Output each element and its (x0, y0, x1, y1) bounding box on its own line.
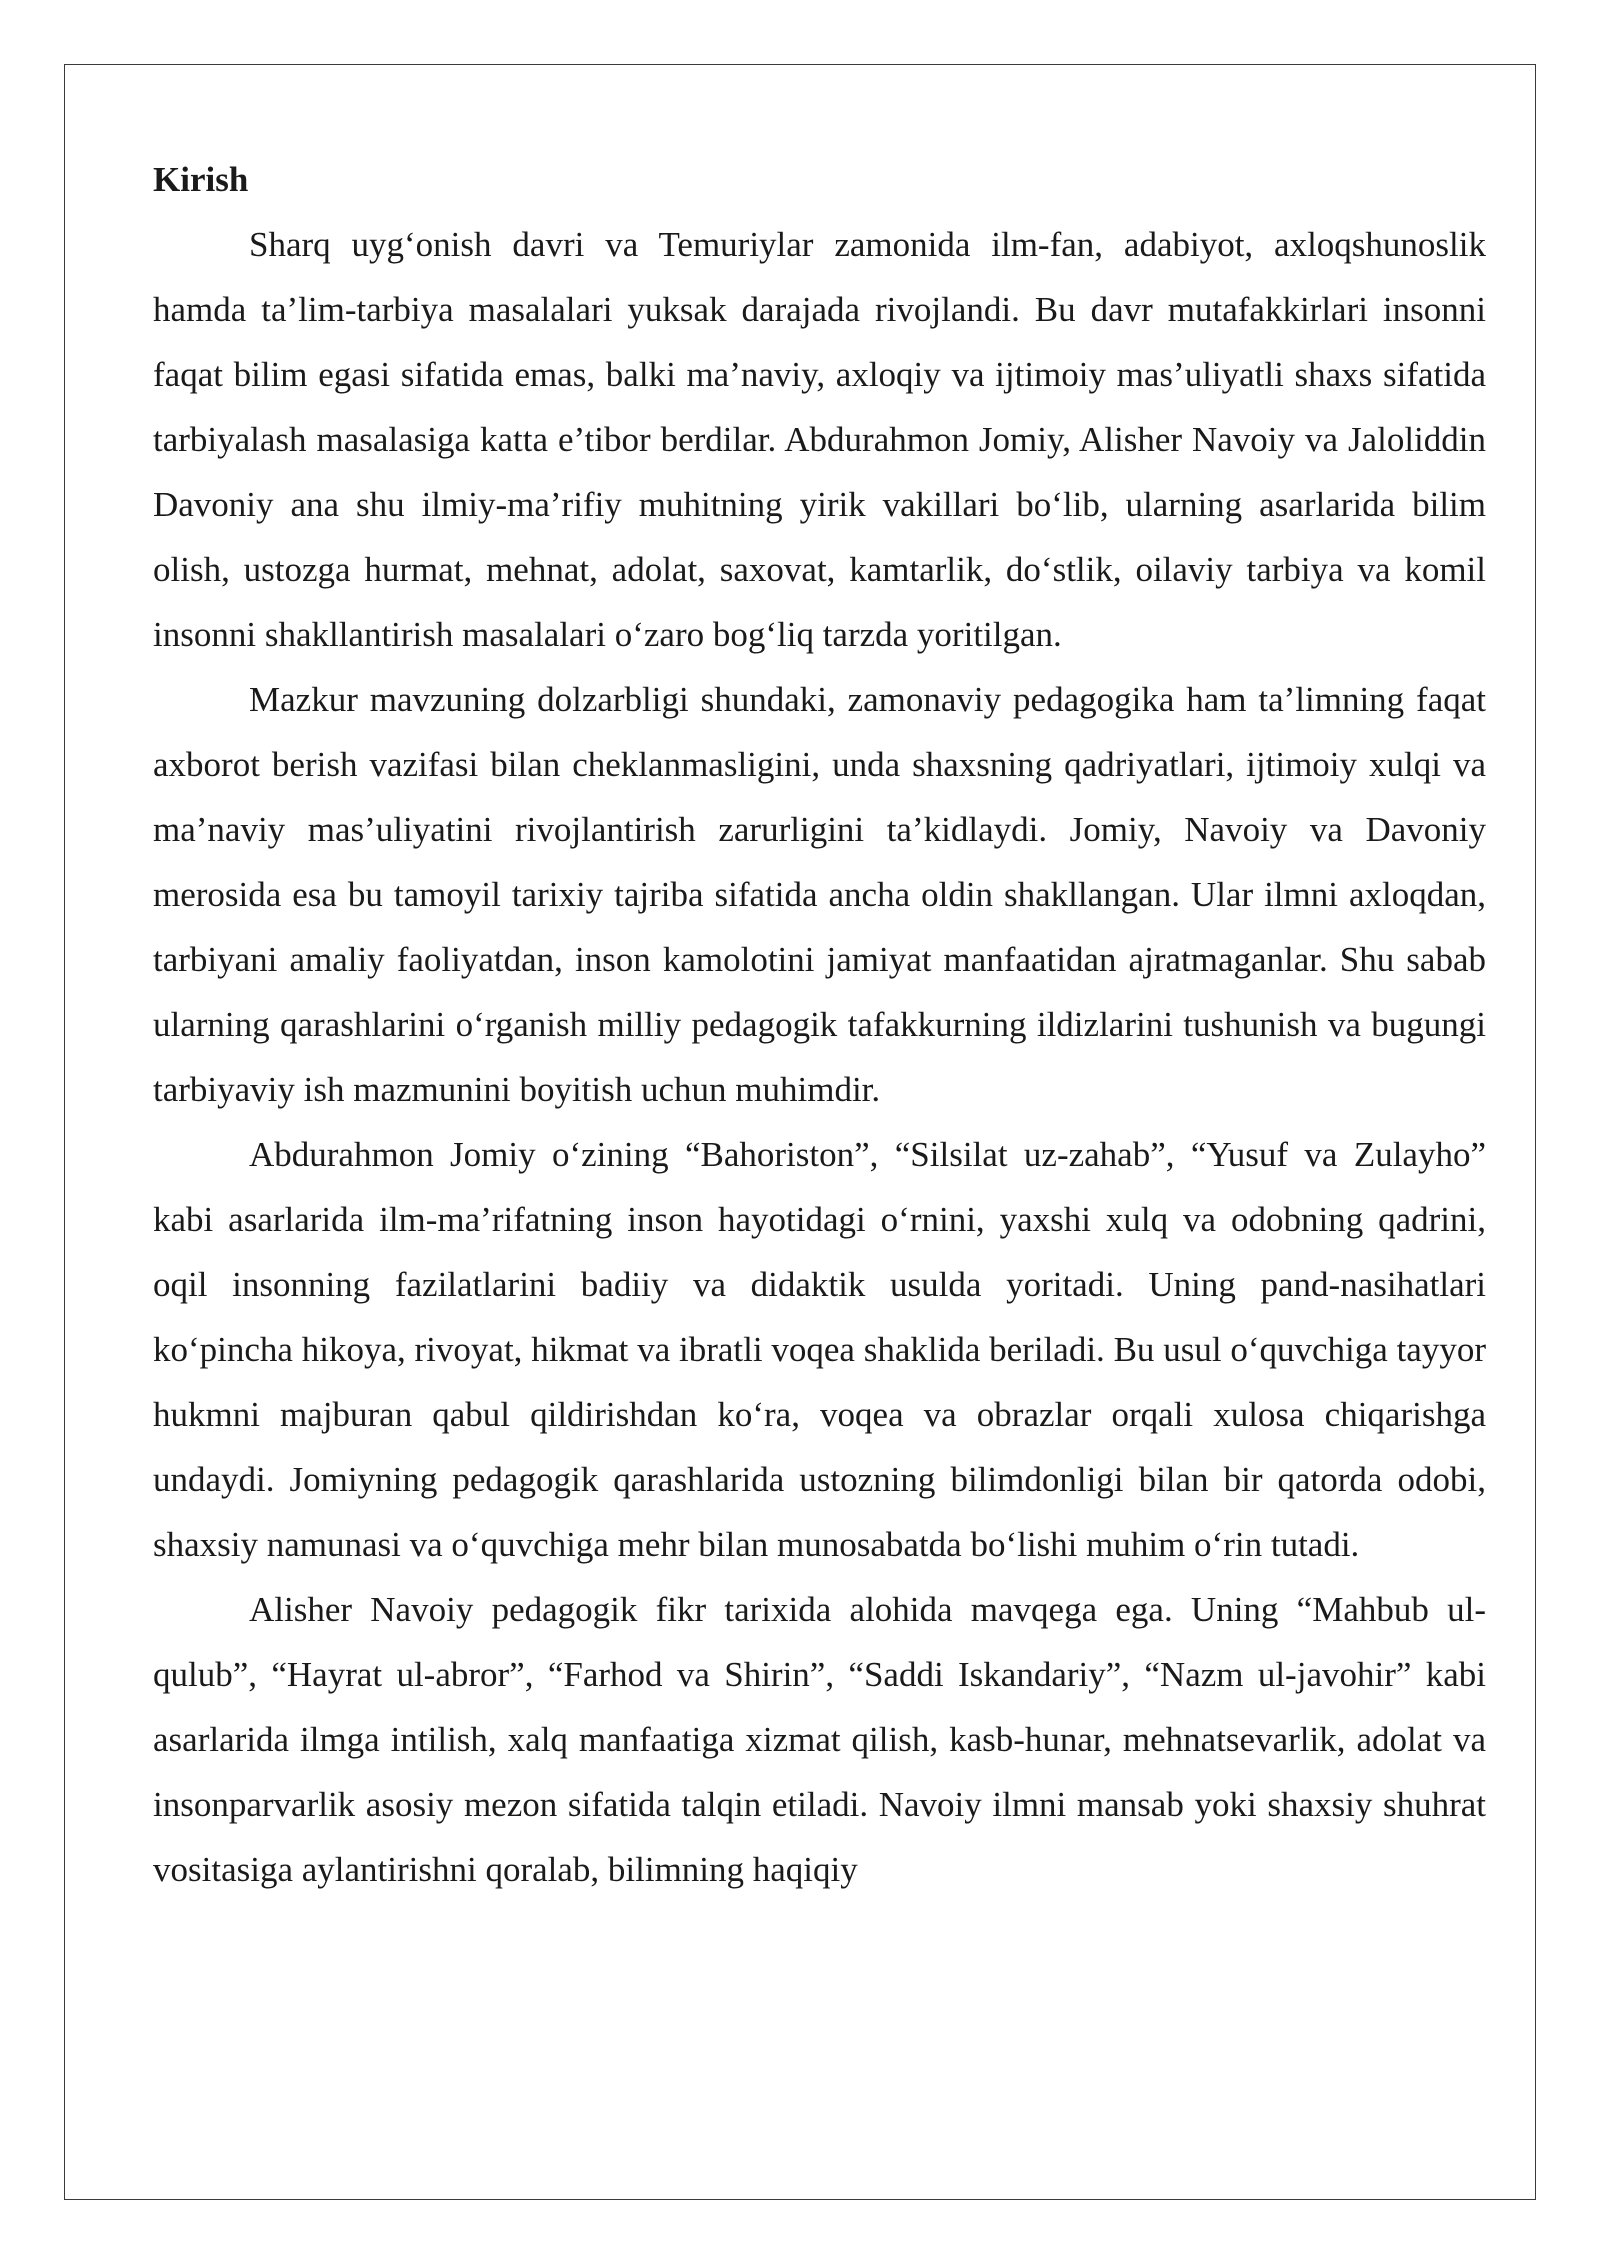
paragraph-navoiy: Alisher Navoiy pedagogik fikr tarixida alohida mavqega ega. Uning “Mahbub ul-qulub”, “Hayrat ul-abror”, “Farhod va Shirin”, “Saddi Iskandariy”, “Nazm ul-javohir” kabi asarlarida ilmga intilish, xalq manfaatiga xizmat qilish, kasb-hunar, mehnatsevarlik, adolat va insonparvarlik asosiy mezon sifatida talqin etiladi. Navoiy ilmni mansab yoki shaxsiy shuhrat vositasiga aylantirishni qoralab, bilimning haqiqiy (153, 1590, 1486, 1889)
section-heading: Kirish (153, 160, 249, 199)
document-body (153, 147, 1486, 1902)
paragraph-jomiy: Abdurahmon Jomiy o‘zining “Bahoriston”, “Silsilat uz-zahab”, “Yusuf va Zulayho” kabi asarlarida ilm-ma’rifatning inson hayotidagi o‘rnini, yaxshi xulq va odobning qadrini, oqil insonning fazilatlarini badiiy va didaktik usulda yoritadi. Uning pand-nasihatlari ko‘pincha hikoya, rivoyat, hikmat va ibratli voqea shaklida beriladi. Bu usul o‘quvchiga tayyor hukmni majburan qabul qildirishdan ko‘ra, voqea va obrazlar orqali xulosa chiqarishga undaydi. Jomiyning pedagogik qarashlarida ustozning bilimdonligi bilan bir qatorda odobi, shaxsiy namunasi va o‘quvchiga mehr bilan munosabatda bo‘lishi muhim o‘rin tutadi. (153, 1135, 1486, 1564)
paragraph-intro: Sharq uyg‘onish davri va Temuriylar zamonida ilm-fan, adabiyot, axloqshunoslik hamda ta’lim-tarbiya masalalari yuksak darajada rivojlandi. Bu davr mutafakkirlari insonni faqat bilim egasi sifatida emas, balki ma’naviy, axloqiy va ijtimoiy mas’uliyatli shaxs sifatida tarbiyalash masalasiga katta e’tibor berdilar. Abdurahmon Jomiy, Alisher Navoiy va Jaloliddin Davoniy ana shu ilmiy-ma’rifiy muhitning yirik vakillari bo‘lib, ularning asarlarida bilim olish, ustozga hurmat, mehnat, adolat, saxovat, kamtarlik, do‘stlik, oilaviy tarbiya va komil insonni shakllantirish masalalari o‘zaro bog‘liq tarzda yoritilgan. (153, 225, 1486, 654)
paragraph-relevance: Mazkur mavzuning dolzarbligi shundaki, zamonaviy pedagogika ham ta’limning faqat axborot berish vazifasi bilan cheklanmasligini, unda shaxsning qadriyatlari, ijtimoiy xulqi va ma’naviy mas’uliyatini rivojlantirish zarurligini ta’kidlaydi. Jomiy, Navoiy va Davoniy merosida esa bu tamoyil tarixiy tajriba sifatida ancha oldin shakllangan. Ular ilmni axloqdan, tarbiyani amaliy faoliyatdan, inson kamolotini jamiyat manfaatidan ajratmaganlar. Shu sabab ularning qarashlarini o‘rganish milliy pedagogik tafakkurning ildizlarini tushunish va bugungi tarbiyaviy ish mazmunini boyitish uchun muhimdir. (153, 680, 1486, 1109)
